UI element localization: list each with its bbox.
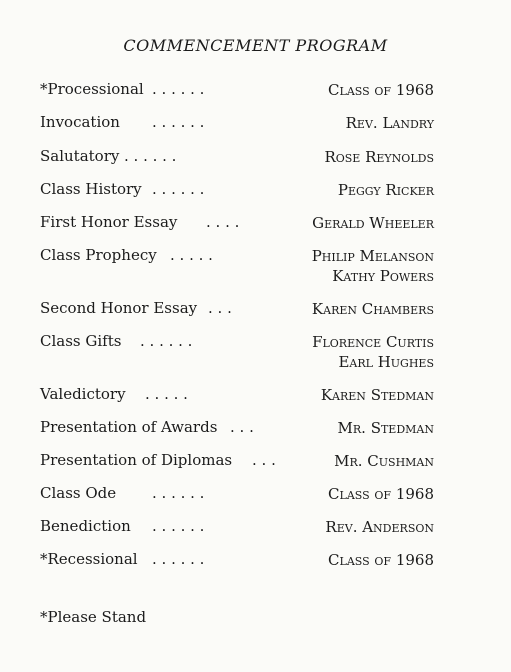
program-item-names [324, 147, 434, 167]
program-item-label: Salutatory [40, 147, 120, 165]
program-item-names [325, 517, 434, 537]
program-item [40, 80, 434, 102]
participant-name: Kathy Powers [332, 267, 434, 285]
participant-name: Philip Melanson [311, 247, 434, 265]
participant-name: Gerald Wheeler [312, 214, 434, 232]
participant-name: Mr. Cushman [334, 452, 434, 470]
participant-name: Earl Hughes [338, 353, 434, 371]
program-item-label: Class Gifts [40, 332, 122, 350]
program-item [40, 213, 434, 235]
program-item-label: Presentation of Diplomas [40, 451, 233, 469]
program-item [40, 246, 434, 288]
participant-name: Rev. Anderson [325, 518, 434, 536]
program-item [40, 113, 434, 135]
footer-note: *Please Stand [40, 608, 147, 626]
leader-dots: . . . [208, 299, 232, 317]
program-item-names [334, 451, 434, 471]
program-item-label: Class Prophecy [40, 246, 157, 264]
program-item-label: Class Ode [40, 484, 117, 502]
participant-name: Peggy Ricker [337, 181, 434, 199]
program-item-names [321, 385, 434, 405]
program-item-label: *Processional [40, 80, 144, 98]
program-item-label: Valedictory [40, 385, 126, 403]
program-item-names [338, 180, 434, 200]
leader-dots: . . . . . . [152, 484, 205, 502]
participant-name: Karen Stedman [320, 386, 434, 404]
program-item [40, 332, 434, 374]
participant-name: Florence Curtis [312, 333, 434, 351]
leader-dots: . . . . [206, 213, 240, 231]
participant-name: Rose Reynolds [324, 148, 434, 166]
program-item-label: Class History [40, 180, 142, 198]
page-title: COMMENCEMENT PROGRAM [123, 36, 388, 55]
program-item [40, 147, 434, 169]
participant-name: Rev. Landry [345, 114, 434, 132]
leader-dots: . . . . . . [152, 80, 205, 98]
leader-dots: . . . [252, 451, 276, 469]
program-item [40, 550, 434, 572]
participant-name: Class of 1968 [328, 551, 434, 569]
program-item-label: First Honor Essay [40, 213, 178, 231]
program-item-label: Invocation [40, 113, 120, 131]
program-item [40, 517, 434, 539]
leader-dots: . . . [230, 418, 254, 436]
program-item [40, 180, 434, 202]
participant-name: Class of 1968 [328, 485, 434, 503]
program-item-label: Benediction [40, 517, 131, 535]
program-item-label: *Recessional [40, 550, 138, 568]
program-item [40, 385, 434, 407]
leader-dots: . . . . . . [152, 550, 205, 568]
program-item-names [328, 484, 434, 504]
participant-name: Class of 1968 [328, 81, 434, 99]
leader-dots: . . . . . . [152, 113, 205, 131]
program-item-names [328, 550, 434, 570]
program-item-names [312, 299, 434, 319]
program-item-names [312, 213, 434, 233]
leader-dots: . . . . . [170, 246, 213, 264]
leader-dots: . . . . . . [152, 517, 205, 535]
leader-dots: . . . . . . [140, 332, 193, 350]
program-item-names [346, 113, 434, 133]
program-item [40, 484, 434, 506]
participant-name: Karen Chambers [311, 300, 434, 318]
program-item-names [312, 246, 434, 286]
leader-dots: . . . . . . [124, 147, 177, 165]
leader-dots: . . . . . . [152, 180, 205, 198]
program-item-label: Presentation of Awards [40, 418, 218, 436]
program-item-names [328, 80, 434, 100]
program-item [40, 299, 434, 321]
program-item [40, 418, 434, 440]
leader-dots: . . . . . [145, 385, 188, 403]
program-item-names [312, 332, 434, 372]
program-item [40, 451, 434, 473]
participant-name: Mr. Stedman [337, 419, 434, 437]
program-item-names [338, 418, 434, 438]
program-item-label: Second Honor Essay [40, 299, 198, 317]
